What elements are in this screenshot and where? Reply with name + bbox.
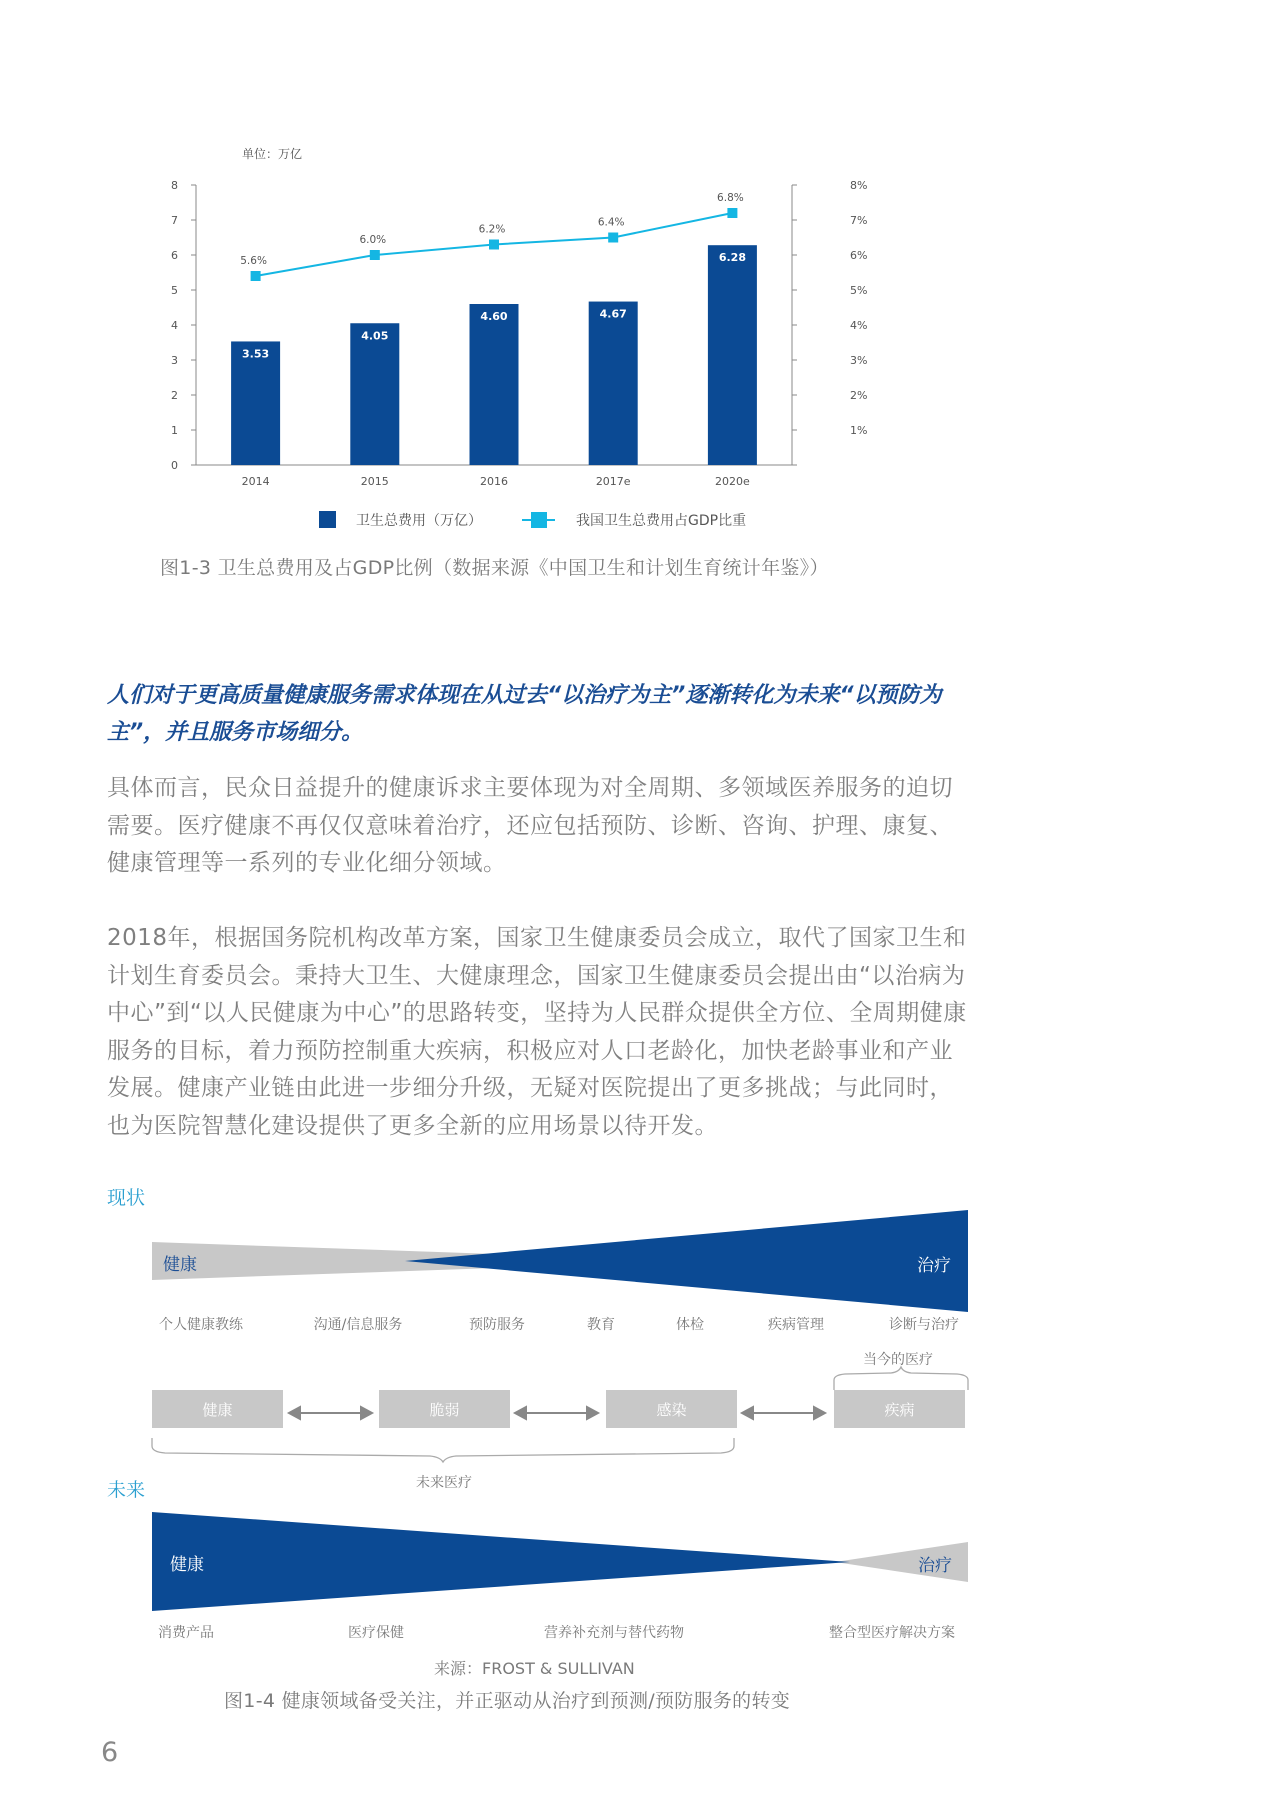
today-medical-brace: [834, 1367, 968, 1390]
x-tick-label: 2016: [480, 475, 508, 488]
gdp-share-label: 6.0%: [359, 234, 387, 246]
bar-value-label: 4.60: [480, 310, 508, 323]
scale-item-education: 教育: [587, 1317, 615, 1333]
paragraph-2: 2018年，根据国务院机构改革方案，国家卫生健康委员会成立，取代了国家卫生和计划生育委员会。秉持大卫生、大健康理念，国家卫生健康委员会提出由“以治病为中心”到“以人民健康为中心”的思路转变，坚持为人民群众提供全方位、全周期健康服务的目标，着力预防控制重大疾病，积极应对人口老龄化，加快老龄事业和产业发展。健康产业链由此进一步细分升级，无疑对医院提出了更多挑战；与此同时，也为医院智慧化建设提供了更多全新的应用场景以待开发。: [107, 925, 967, 1139]
x-tick-label: 2015: [360, 475, 389, 488]
future-label: 未来: [107, 1479, 146, 1501]
right-tick-label: 6%: [850, 249, 868, 262]
gdp-share-label: 6.4%: [597, 216, 625, 229]
left-tick-label: 5: [171, 284, 178, 297]
left-tick-label: 0: [171, 459, 178, 472]
scale-item-communication: 沟通/信息服务: [313, 1317, 403, 1333]
current-treatment-label: 治疗: [917, 1256, 951, 1276]
bar-value-label: 6.28: [718, 251, 746, 265]
left-tick-label: 3: [171, 354, 178, 367]
future-scale-supplements: 营养补充剂与替代药物: [544, 1625, 684, 1641]
left-tick-label: 6: [171, 249, 178, 262]
right-tick-label: 4%: [850, 319, 868, 332]
future-treatment-label: 治疗: [918, 1556, 952, 1576]
box-infection: 感染: [606, 1390, 737, 1428]
bar-value-label: 3.53: [242, 347, 270, 361]
left-tick-label: 8: [171, 179, 178, 192]
figure-1-4-caption: 图1-4 健康领域备受关注，并正驱动从治疗到预测/预防服务的转变: [224, 1690, 791, 1712]
gdp-share-label: 6.2%: [478, 223, 506, 236]
box-disease: 疾病: [834, 1390, 965, 1428]
future-medical-label: 未来医疗: [416, 1475, 472, 1491]
current-health-label: 健康: [163, 1255, 197, 1275]
scale-item-disease-management: 疾病管理: [768, 1317, 824, 1333]
arrow-health-frail: [289, 1407, 372, 1419]
right-tick-label: 1%: [850, 424, 868, 437]
unit-label: 单位：万亿: [242, 147, 303, 161]
box-frail: 脆弱: [379, 1390, 510, 1428]
page-number: 6: [101, 1737, 119, 1768]
section-heading: 人们对于更高质量健康服务需求体现在从过去“以治疗为主”逐渐转化为未来“以预防为主”，并且服务市场细分。: [107, 683, 942, 745]
legend-line-label: 我国卫生总费用占GDP比重: [576, 513, 747, 529]
future-scale-healthcare: 医疗保健: [348, 1625, 404, 1641]
current-treatment-wedge: [405, 1210, 968, 1312]
left-tick-label: 4: [171, 319, 178, 332]
arrow-frail-infection: [515, 1407, 598, 1419]
current-label: 现状: [107, 1187, 146, 1209]
x-tick-label: 2020e: [715, 475, 750, 488]
arrow-infection-disease: [742, 1407, 825, 1419]
bar-value-label: 4.67: [599, 307, 627, 321]
legend-bar-label: 卫生总费用（万亿）: [356, 513, 482, 529]
bar-value-label: 4.05: [361, 329, 389, 343]
left-tick-label: 1: [171, 424, 178, 437]
future-health-wedge: [152, 1512, 850, 1611]
future-scale-consumer-products: 消费产品: [158, 1625, 214, 1641]
future-medical-brace: [152, 1438, 734, 1462]
gdp-share-label: 6.8%: [717, 192, 744, 204]
right-tick-label: 7%: [850, 214, 868, 227]
scale-item-prevention: 预防服务: [469, 1317, 525, 1333]
future-scale-integrated-solutions: 整合型医疗解决方案: [829, 1625, 955, 1641]
right-tick-label: 8%: [850, 179, 868, 192]
right-tick-label: 2%: [850, 389, 868, 402]
diagram-source: 来源：FROST & SULLIVAN: [434, 1659, 635, 1678]
x-tick-label: 2014: [241, 475, 270, 488]
paragraph-1: 具体而言，民众日益提升的健康诉求主要体现为对全周期、多领域医养服务的迫切需要。医疗健康不再仅仅意味着治疗，还应包括预防、诊断、咨询、护理、康复、健康管理等一系列的专业化细分领域。: [107, 775, 953, 876]
right-tick-label: 3%: [850, 354, 868, 367]
gdp-share-label: 5.6%: [240, 255, 267, 267]
right-tick-label: 5%: [850, 284, 868, 297]
box-health: 健康: [152, 1390, 283, 1428]
scale-item-diagnosis-treatment: 诊断与治疗: [889, 1317, 959, 1333]
left-tick-label: 7: [171, 214, 178, 227]
today-medical-label: 当今的医疗: [863, 1352, 933, 1368]
left-tick-label: 2: [171, 389, 178, 402]
x-tick-label: 2017e: [595, 475, 631, 488]
future-health-label: 健康: [170, 1555, 204, 1575]
figure-1-3-caption: 图1-3 卫生总费用及占GDP比例（数据来源《中国卫生和计划生育统计年鉴》）: [160, 557, 829, 579]
scale-item-personal-coach: 个人健康教练: [159, 1317, 243, 1333]
scale-item-checkup: 体检: [676, 1317, 704, 1333]
